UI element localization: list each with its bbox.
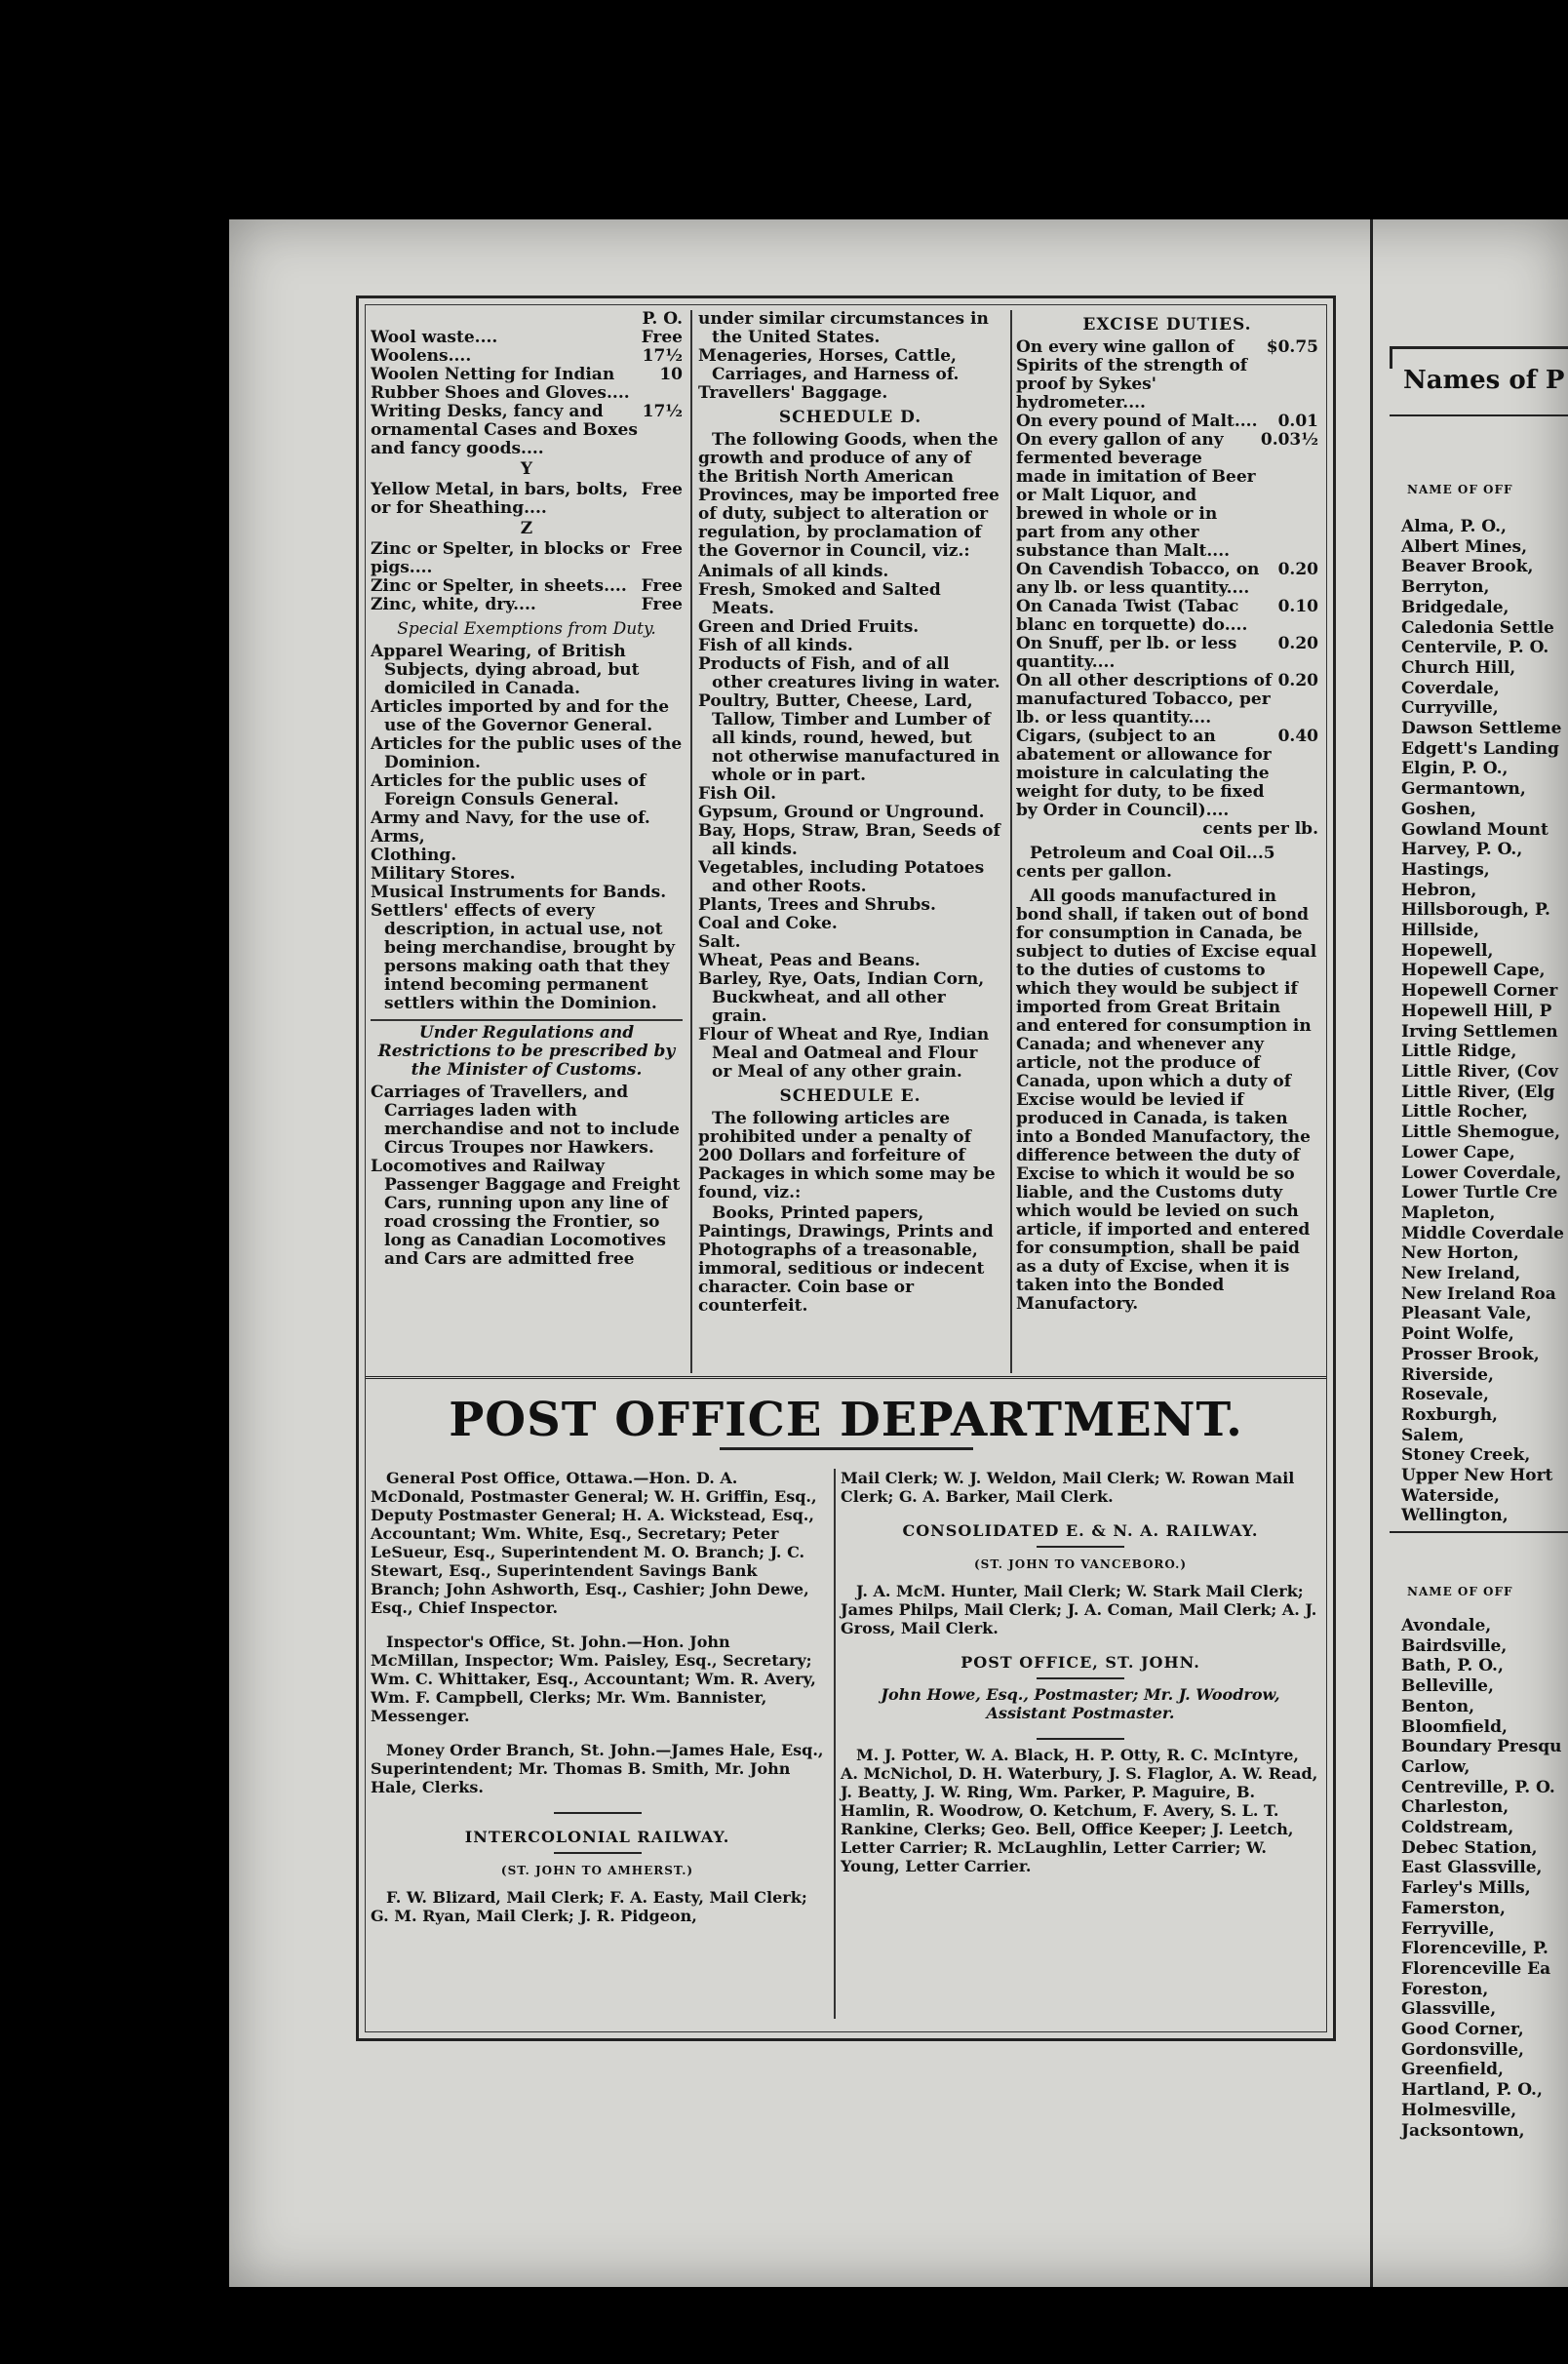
excise-title: EXCISE DUTIES. (1082, 315, 1252, 335)
post-office-name: Bath, P. O., (1401, 1656, 1504, 1676)
schedule-d-intro: The following Goods, when the growth and produce of any of the British North American Provinces, may be imported free of duty, subject to alteration or regulation, by proclamation of the Governor in Council, viz.: (698, 430, 1000, 561)
list-item: Salt. (698, 932, 741, 952)
post-office-name: Glassville, (1401, 1999, 1497, 2020)
general-post-office: General Post Office, Ottawa.—Hon. D. A. McDonald, Postmaster General; W. H. Griffin, Esq., Deputy Postmaster General; H. A. Wickstead, Esq., Accountant; Wm. White, Esq., Secretary; Peter LeSueur, Esq., Superintendent M. O. Branch; J. C. Stewart, Esq., Superintendent Savings Bank Branch; John Ashworth, Esq., Cashier; John Dewe, Esq., Chief Inspector. (371, 1469, 817, 1617)
post-office-name: Prosser Brook, (1401, 1344, 1540, 1364)
petroleum-note: Petroleum and Coal Oil...5 cents per gallon. (1016, 844, 1275, 882)
tariff-row (1016, 672, 1318, 728)
list-item: Locomotives and Railway Passenger Baggage and Freight Cars, running upon any line of road crossing the Frontier, so long as Canadian Locomotives and Cars are admitted free (371, 1157, 681, 1269)
post-office-name: Hopewell Cape, (1401, 961, 1546, 981)
item-name: Wool waste.... (371, 328, 498, 347)
exemptions-title: Special Exemptions from Duty. (397, 619, 656, 639)
post-office-name: Florenceville, P. (1401, 1939, 1548, 1959)
post-office-name: Waterside, (1401, 1485, 1500, 1506)
item-name: On Cavendish Tobacco, on any lb. or less quantity.... (1016, 560, 1260, 598)
post-office-name: Germantown, (1401, 779, 1526, 800)
post-office-name: Riverside, (1401, 1364, 1494, 1385)
list-item: Arms, (371, 827, 425, 847)
post-office-name: Upper New Hort (1401, 1466, 1553, 1486)
item-name: On every gallon of any fermented beverage made in imitation of Beer or Malt Liquor, and brewed in whole or in part from any other substance than Malt.... (1016, 430, 1256, 561)
list-item: Green and Dried Fruits. (698, 617, 920, 637)
tariff-row (371, 577, 683, 596)
tariff-row (1016, 598, 1318, 635)
post-office-name: Ferryville, (1401, 1918, 1495, 1939)
tariff-row (371, 310, 683, 329)
item-rate: Free (641, 328, 683, 347)
schedule-d-items (698, 563, 1002, 1082)
list-separator (1390, 1531, 1568, 1533)
list-item: Settlers' effects of every description, in actual use, not being merchandise, brought by persons making oath that they intend becoming permanent settlers within the Dominion. (371, 901, 676, 1013)
tariff-column-3 (1016, 310, 1318, 1373)
consolidated-route: (ST. JOHN TO VANCEBORO.) (973, 1557, 1187, 1571)
tariff-row (1016, 728, 1318, 820)
post-office-column-1 (371, 1469, 836, 2019)
list-item: Articles imported by and for the use of the Governor General. (371, 697, 670, 735)
tariff-row (1016, 413, 1318, 431)
schedule-e-intro: The following articles are prohibited under a penalty of 200 Dollars and forfeiture of Packages in which some may be found, viz.: (698, 1109, 996, 1202)
tariff-column-2 (698, 310, 1012, 1373)
tariff-row (1016, 431, 1318, 561)
post-office-name: Elgin, P. O., (1401, 759, 1509, 779)
item-name: Zinc or Spelter, in sheets.... (371, 576, 627, 596)
name-of-office-label-2: NAME OF OFF (1407, 1585, 1513, 1598)
post-office-name: Dawson Settleme (1401, 719, 1562, 739)
list-item: Vegetables, including Potatoes and other Roots. (698, 858, 985, 896)
item-name (371, 310, 638, 329)
item-rate: Free (641, 480, 683, 499)
list-item: Barley, Rye, Oats, Indian Corn, Buckwheat, and all other grain. (698, 969, 985, 1026)
post-office-name: Hopewell Corner (1401, 981, 1558, 1002)
list-item: Poultry, Butter, Cheese, Lard, Tallow, Timber and Lumber of all kinds, round, hewed, but not otherwise manufactured in whole or in part. (698, 691, 1000, 785)
post-office-name: Coverdale, (1401, 678, 1500, 698)
list-item: Wheat, Peas and Beans. (698, 951, 921, 970)
name-of-office-label-1: NAME OF OFF (1407, 483, 1513, 496)
tariff-section (371, 310, 1321, 1373)
list-item: Army and Navy, for the use of. (371, 808, 650, 828)
tariff-row (371, 347, 683, 366)
post-office-name: Hastings, (1401, 859, 1490, 880)
list-item: Animals of all kinds. (698, 562, 889, 581)
newspaper-page (229, 219, 1568, 2287)
item-name: On all other descriptions of manufactured Tobacco, per lb. or less quantity.... (1016, 671, 1273, 728)
post-office-name: Curryville, (1401, 698, 1499, 719)
intercolonial-route: (ST. JOHN TO AMHERST.) (500, 1864, 694, 1877)
post-office-name: Irving Settlemen (1401, 1021, 1558, 1042)
adjacent-page-strip (1370, 219, 1568, 2287)
post-office-name: Mapleton, (1401, 1202, 1496, 1223)
post-office-name: Hillside, (1401, 921, 1480, 941)
post-office-name: Berryton, (1401, 577, 1490, 598)
post-office-name: Bridgedale, (1401, 597, 1509, 617)
list-item: under similar circumstances in the United States. (698, 310, 989, 347)
item-name: Zinc or Spelter, in blocks or pigs.... (371, 539, 630, 577)
post-office-name: Rosevale, (1401, 1385, 1489, 1405)
post-office-name: Hartland, P. O., (1401, 2080, 1543, 2101)
item-rate: 17½ (642, 402, 683, 421)
item-name: Zinc, white, dry.... (371, 595, 536, 614)
item-rate: Free (641, 539, 683, 559)
post-office-name: Edgett's Landing (1401, 738, 1559, 759)
cents-note: cents per lb. (1202, 819, 1318, 839)
item-name: Yellow Metal, in bars, bolts, or for Sheathing.... (371, 480, 629, 518)
post-office-name: Little Ridge, (1401, 1042, 1517, 1062)
tariff-row (371, 329, 683, 347)
post-office-name: Good Corner, (1401, 2020, 1524, 2040)
post-office-name: Farley's Mills, (1401, 1878, 1531, 1899)
st-john-clerks: M. J. Potter, W. A. Black, H. P. Otty, R. C. McIntyre, A. McNichol, D. H. Waterbury, J. S. Flaglor, A. W. Read, J. Beatty, J. W. Ring, Wm. Parker, P. Maguire, B. Hamlin, R. Woodrow, O. Ketchum, F. Avery, S. L. T. Rankine, Clerks; Geo. Bell, Office Keeper; J. Leetch, Letter Carrier; R. McLaughlin, Letter Carrier; W. Young, Letter Carrier. (841, 1746, 1318, 1875)
page-border-line (1370, 219, 1373, 2287)
free-list-y (371, 481, 683, 518)
item-rate: 17½ (642, 346, 683, 366)
post-office-name: Gowland Mount (1401, 819, 1548, 840)
names-title: Names of P (1403, 366, 1565, 395)
list-item: Coal and Coke. (698, 914, 838, 933)
item-rate: 0.10 (1277, 597, 1318, 616)
title-rule (720, 1447, 973, 1450)
tariff-and-post-office-box (356, 296, 1336, 2041)
rule (1037, 1546, 1124, 1548)
list-item: Flour of Wheat and Rye, Indian Meal and Oatmeal and Flour or Meal of any other grain. (698, 1025, 990, 1082)
list-item: Gypsum, Ground or Unground. (698, 803, 985, 822)
post-office-title: POST OFFICE DEPARTMENT. (449, 1393, 1243, 1447)
tariff-row (371, 481, 683, 518)
post-office-column-2 (841, 1469, 1320, 2019)
schedule-d-title: SCHEDULE D. (778, 408, 922, 427)
list-item: Musical Instruments for Bands. (371, 883, 667, 902)
post-office-name: Pleasant Vale, (1401, 1304, 1532, 1324)
list-item: Articles for the public uses of Foreign Consuls General. (371, 771, 647, 809)
post-office-name: Stoney Creek, (1401, 1445, 1531, 1466)
post-office-name: Florenceville Ea (1401, 1958, 1551, 1979)
tariff-row (1016, 635, 1318, 672)
item-name: Woolen Netting for Indian Rubber Shoes and Gloves.... (371, 365, 630, 403)
intercolonial-clerks: F. W. Blizard, Mail Clerk; F. A. Easty, Mail Clerk; G. M. Ryan, Mail Clerk; J. R. Pidgeon, (371, 1888, 807, 1925)
item-rate: P. O. (642, 310, 683, 329)
item-name: Woolens.... (371, 346, 472, 366)
intercolonial-clerks-cont: Mail Clerk; W. J. Weldon, Mail Clerk; W. Rowan Mail Clerk; G. A. Barker, Mail Clerk. (841, 1469, 1295, 1506)
post-office-name: Roxburgh, (1401, 1404, 1498, 1425)
list-item: Fish of all kinds. (698, 636, 853, 655)
post-office-name: Little Shemogue, (1401, 1123, 1561, 1143)
post-office-name: Gordonsville, (1401, 2039, 1524, 2060)
post-office-name: Goshen, (1401, 799, 1476, 819)
list-item: Travellers' Baggage. (698, 383, 888, 403)
post-office-name: Caledonia Settle (1401, 617, 1554, 638)
tariff-row (1016, 561, 1318, 598)
names-rule (1390, 414, 1568, 416)
item-rate: 0.20 (1277, 671, 1318, 690)
post-office-name: Church Hill, (1401, 657, 1516, 678)
post-office-name: Holmesville, (1401, 2100, 1517, 2120)
rule (554, 1852, 642, 1854)
list-item: Clothing. (371, 846, 457, 865)
list-item: Articles for the public uses of the Dominion. (371, 734, 683, 772)
st-john-postmaster: John Howe, Esq., Postmaster; Mr. J. Woodrow, Assistant Postmaster. (881, 1685, 1280, 1722)
consolidated-title: CONSOLIDATED E. & N. A. RAILWAY. (902, 1521, 1259, 1540)
post-office-name: Benton, (1401, 1696, 1475, 1716)
post-office-name: Little River, (Cov (1401, 1061, 1558, 1082)
inspector-office: Inspector's Office, St. John.—Hon. John McMillan, Inspector; Wm. Paisley, Esq., Secretary; Wm. C. Whittaker, Esq., Accountant; Wm. R. Avery, Wm. F. Campbell, Clerks; Mr. Wm. Bannister, Messenger. (371, 1633, 816, 1725)
regulations-title: Under Regulations and Restrictions to be prescribed by the Minister of Customs. (371, 1019, 683, 1080)
post-office-name: Foreston, (1401, 1979, 1489, 1999)
post-office-name: Little Rocher, (1401, 1102, 1528, 1123)
item-name: Writing Desks, fancy and ornamental Cases and Boxes and fancy goods.... (371, 402, 638, 458)
post-office-name: Carlow, (1401, 1756, 1470, 1777)
post-office-name: Centreville, P. O. (1401, 1777, 1555, 1797)
post-office-section (371, 1469, 1321, 2019)
intercolonial-title: INTERCOLONIAL RAILWAY. (464, 1828, 730, 1846)
post-office-name: Jacksontown, (1401, 2120, 1525, 2141)
rule (1037, 1738, 1124, 1740)
post-office-name: Debec Station, (1401, 1837, 1538, 1858)
list-item: Bay, Hops, Straw, Bran, Seeds of all kinds. (698, 821, 1000, 859)
item-rate: Free (641, 595, 683, 614)
post-office-name: Lower Cape, (1401, 1142, 1515, 1162)
post-office-name: Bloomfield, (1401, 1716, 1508, 1737)
section-divider (365, 1376, 1327, 1379)
item-name: Cigars, (subject to an abatement or allowance for moisture in calculating the weight for duty, to be fixed by Order in Council).... (1016, 727, 1272, 820)
post-office-name: New Ireland Roa (1401, 1283, 1556, 1304)
post-office-name: Wellington, (1401, 1506, 1509, 1526)
office-list-2 (1401, 1616, 1561, 2141)
exemptions-list (371, 643, 683, 1013)
post-office-name: Greenfield, (1401, 2060, 1504, 2080)
tariff-row (371, 366, 683, 403)
post-office-name: Hillsborough, P. (1401, 900, 1550, 921)
list-item: Apparel Wearing, of British Subjects, dying abroad, but domiciled in Canada. (371, 642, 640, 698)
post-office-name: Lower Turtle Cre (1401, 1183, 1558, 1203)
post-office-name: Centervile, P. O. (1401, 638, 1549, 658)
tariff-row (371, 540, 683, 577)
post-office-name: Beaver Brook, (1401, 557, 1534, 577)
post-office-name: Boundary Presqu (1401, 1737, 1562, 1757)
list-item: Fish Oil. (698, 784, 777, 804)
tariff-column-1 (371, 310, 692, 1373)
bond-note: All goods manufactured in bond shall, if taken out of bond for consumption in Canada, be subject to duties of Excise equal to the duties of customs to which they would be subject if imported from Great Britain and entered for consumption in Canada; and whenever any article, not the produce of Canada, upon which a duty of Excise would be levied if produced in Canada, is taken into a Bonded Manufactory, the difference between the duty of Excise to which it would be so liable, and the Customs duty which would be levied on such article, if imported and entered for consumption, shall be paid as a duty of Excise, when it is taken into the Bonded Manufactory. (1016, 886, 1317, 1314)
post-office-name: Avondale, (1401, 1616, 1492, 1635)
list-item: Fresh, Smoked and Salted Meats. (698, 580, 941, 618)
item-rate: 0.20 (1277, 560, 1318, 579)
post-office-name: Alma, P. O., (1401, 517, 1507, 536)
item-rate: 0.03½ (1260, 430, 1318, 450)
post-office-name: Bairdsville, (1401, 1635, 1508, 1656)
list-item: Products of Fish, and of all other creatures living in water. (698, 654, 1000, 692)
post-office-name: Middle Coverdale (1401, 1223, 1564, 1243)
post-office-name: Harvey, P. O., (1401, 840, 1523, 860)
list-item: Military Stores. (371, 864, 516, 884)
post-office-name: Hopewell, (1401, 940, 1494, 961)
money-order-branch: Money Order Branch, St. John.—James Hale, Esq., Superintendent; Mr. Thomas B. Smith, Mr. John Hale, Clerks. (371, 1741, 824, 1796)
free-list-z (371, 540, 683, 614)
post-office-name: Point Wolfe, (1401, 1324, 1514, 1345)
post-office-name: Famerston, (1401, 1898, 1506, 1918)
list-item: Menageries, Horses, Cattle, Carriages, and Harness of. (698, 346, 960, 384)
item-rate: 10 (659, 365, 683, 384)
item-rate: 0.40 (1277, 727, 1318, 746)
schedule-e-text: Books, Printed papers, Paintings, Drawings, Prints and Photographs of a treasonable, immoral, seditious or indecent character. Coin base or counterfeit. (698, 1203, 994, 1316)
office-list-1 (1401, 517, 1564, 1526)
consolidated-clerks: J. A. McM. Hunter, Mail Clerk; W. Stark Mail Clerk; James Philps, Mail Clerk; J. A. Coman, Mail Clerk; A. J. Gross, Mail Clerk. (841, 1582, 1317, 1637)
section-letter-z: Z (520, 519, 533, 538)
post-office-name: Hopewell Hill, P (1401, 1001, 1552, 1021)
item-rate: Free (641, 576, 683, 596)
schedule-e-title: SCHEDULE E. (779, 1086, 921, 1106)
section-letter-y: Y (520, 459, 533, 479)
item-name: On Snuff, per lb. or less quantity.... (1016, 634, 1237, 672)
post-office-name: Lower Coverdale, (1401, 1162, 1562, 1183)
post-office-name: Salem, (1401, 1425, 1465, 1445)
post-office-name: Belleville, (1401, 1676, 1494, 1697)
free-list-w (371, 310, 683, 458)
continued-items (698, 310, 1002, 403)
item-rate: 0.20 (1277, 634, 1318, 653)
post-office-name: Hebron, (1401, 880, 1477, 900)
item-rate: $0.75 (1266, 337, 1318, 357)
regulations-list (371, 1084, 683, 1269)
excise-rows (1016, 338, 1318, 820)
tariff-row (1016, 338, 1318, 413)
rule (554, 1812, 642, 1814)
tariff-row (371, 403, 683, 458)
rule (1037, 1677, 1124, 1679)
item-name: On every pound of Malt.... (1016, 412, 1258, 431)
post-office-name: Albert Mines, (1401, 536, 1528, 557)
post-office-name: Coldstream, (1401, 1818, 1514, 1838)
item-rate: 0.01 (1277, 412, 1318, 431)
item-name: On every wine gallon of Spirits of the strength of proof by Sykes' hydrometer.... (1016, 337, 1248, 413)
list-item: Plants, Trees and Shrubs. (698, 895, 936, 915)
post-office-name: New Horton, (1401, 1243, 1519, 1264)
post-office-name: Charleston, (1401, 1797, 1509, 1818)
post-office-name: Little River, (Elg (1401, 1082, 1555, 1102)
post-office-name: East Glassville, (1401, 1858, 1543, 1878)
item-name: On Canada Twist (Tabac blanc en torquette) do.... (1016, 597, 1248, 635)
st-john-title: POST OFFICE, ST. JOHN. (960, 1653, 1200, 1672)
post-office-name: New Ireland, (1401, 1264, 1521, 1284)
list-item: Carriages of Travellers, and Carriages laden with merchandise and not to include Circus Troupes nor Hawkers. (371, 1083, 680, 1158)
tariff-row (371, 596, 683, 614)
